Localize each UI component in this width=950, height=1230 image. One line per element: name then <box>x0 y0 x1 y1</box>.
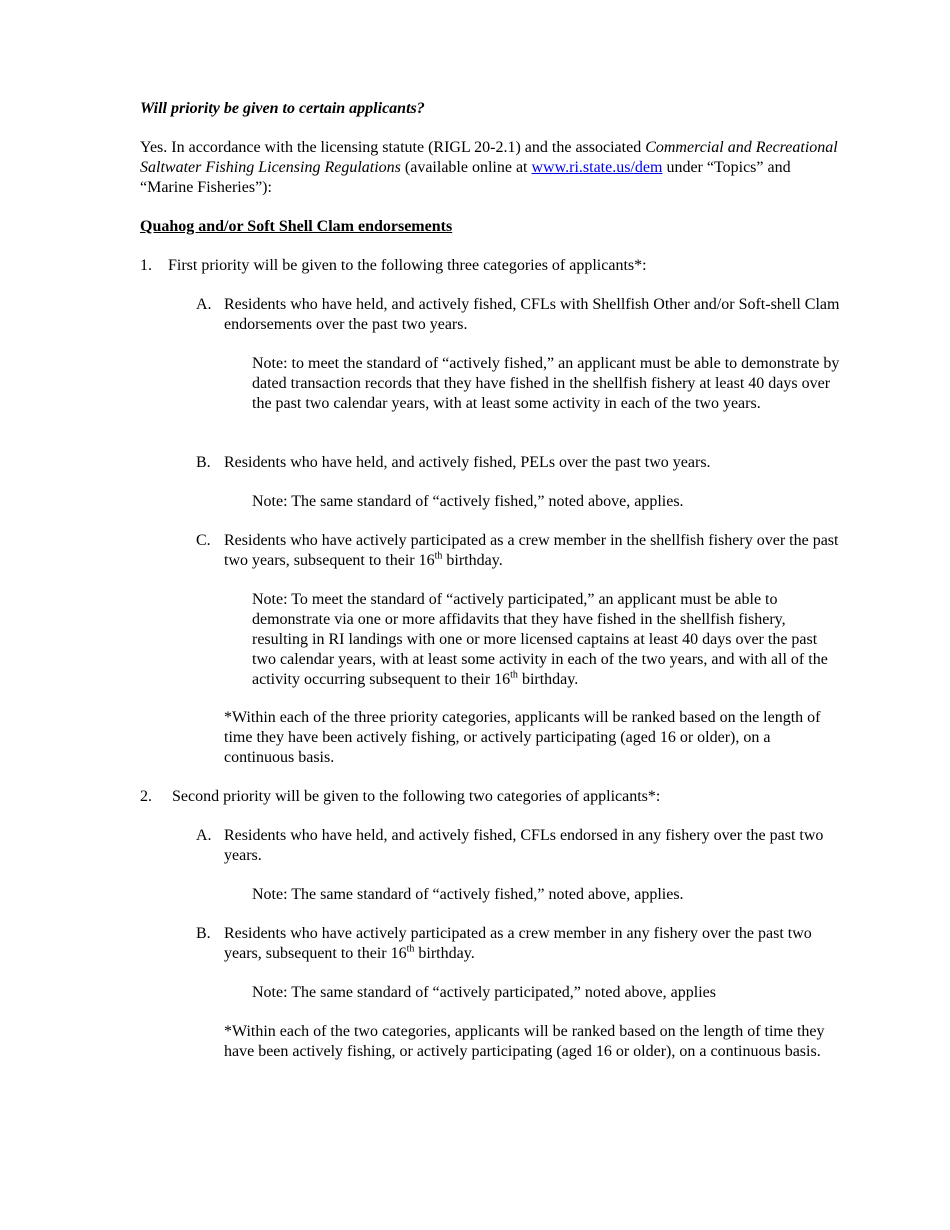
item-label: B. <box>196 454 211 471</box>
note-post: birthday. <box>517 671 579 688</box>
priority-1-item-b <box>196 453 840 473</box>
item-text <box>224 531 840 571</box>
ordinal-suffix: th <box>434 550 443 562</box>
ordinal-suffix: th <box>510 669 518 681</box>
item-text-post: birthday. <box>442 552 503 569</box>
item-label: C. <box>196 532 211 549</box>
priority-2 <box>140 787 660 807</box>
intro-available: (available online at <box>400 159 532 176</box>
intro-paragraph <box>140 138 840 198</box>
item-text-post: birthday. <box>414 945 475 962</box>
priority-1-item-b-note: Note: The same standard of “actively fished,” noted above, applies. <box>252 493 684 510</box>
priority-1-ranking-note: *Within each of the three priority categories, applicants will be ranked based on the length of time they have been actively fishing, or actively participating (aged 16 or older), on a continuous basis. <box>224 709 821 766</box>
item-text <box>224 924 840 964</box>
item-label: A. <box>196 827 212 844</box>
priority-1 <box>140 256 647 276</box>
priority-1-item-a <box>196 295 840 335</box>
item-text-pre: Residents who have actively participated as a crew member in any fishery over the past two years, subsequent to their 16 <box>224 925 812 962</box>
priority-2-item-b-note: Note: The same standard of “actively participated,” noted above, applies <box>252 984 716 1001</box>
priority-2-text: Second priority will be given to the following two categories of applicants*: <box>172 788 661 805</box>
item-text: Residents who have held, and actively fished, CFLs endorsed in any fishery over the past two years. <box>224 827 824 864</box>
priority-1-number: 1. <box>140 257 152 274</box>
ordinal-suffix: th <box>406 943 415 955</box>
dem-website-link[interactable]: www.ri.state.us/dem <box>531 159 663 176</box>
priority-2-item-b <box>196 924 840 964</box>
priority-2-ranking-note: *Within each of the two categories, applicants will be ranked based on the length of time they have been actively fishing, or actively participating (aged 16 or older), on a continuous basis. <box>224 1023 825 1060</box>
item-text: Residents who have held, and actively fished, PELs over the past two years. <box>224 454 711 471</box>
note-pre: Note: To meet the standard of “actively participated,” an applicant must be able to demonstrate via one or more affidavits that they have fished in the shellfish fishery, resulting in RI landings with one or more licensed captains at least 40 days over the past two calendar years, with at least some activity in each of the two years, and with all of the activity occurring subsequent to their 16 <box>252 591 828 688</box>
priority-1-item-c-note <box>252 590 840 690</box>
regulations-title: Commercial and Recreational Saltwater Fishing Licensing Regulations <box>140 139 838 176</box>
item-label: A. <box>196 296 212 313</box>
item-text-pre: Residents who have actively participated as a crew member in the shellfish fishery over the past two years, subsequent to their 16 <box>224 532 839 569</box>
item-text: Residents who have held, and actively fished, CFLs with Shellfish Other and/or Soft-shell Clam endorsements over the past two years. <box>224 296 840 333</box>
priority-2-item-a <box>196 826 840 866</box>
intro-yes: Yes. In accordance with the licensing statute (RIGL 20-2.1) and the associated <box>140 139 646 156</box>
priority-2-number: 2. <box>140 788 152 805</box>
item-label: B. <box>196 925 211 942</box>
priority-2-item-a-note: Note: The same standard of “actively fished,” noted above, applies. <box>252 886 684 903</box>
section-title: Quahog and/or Soft Shell Clam endorsements <box>140 218 453 235</box>
intro-tail: under “Topics” and “Marine Fisheries”): <box>140 159 791 196</box>
priority-1-item-a-note: Note: to meet the standard of “actively fished,” an applicant must be able to demonstrate by dated transaction records that they have fished in the shellfish fishery at least 40 days over the past two calendar years, with at least some activity in each of the two years. <box>252 355 840 412</box>
page-heading: Will priority be given to certain applicants? <box>140 100 425 117</box>
priority-1-item-c <box>196 531 840 571</box>
priority-1-text: First priority will be given to the following three categories of applicants*: <box>168 257 647 274</box>
